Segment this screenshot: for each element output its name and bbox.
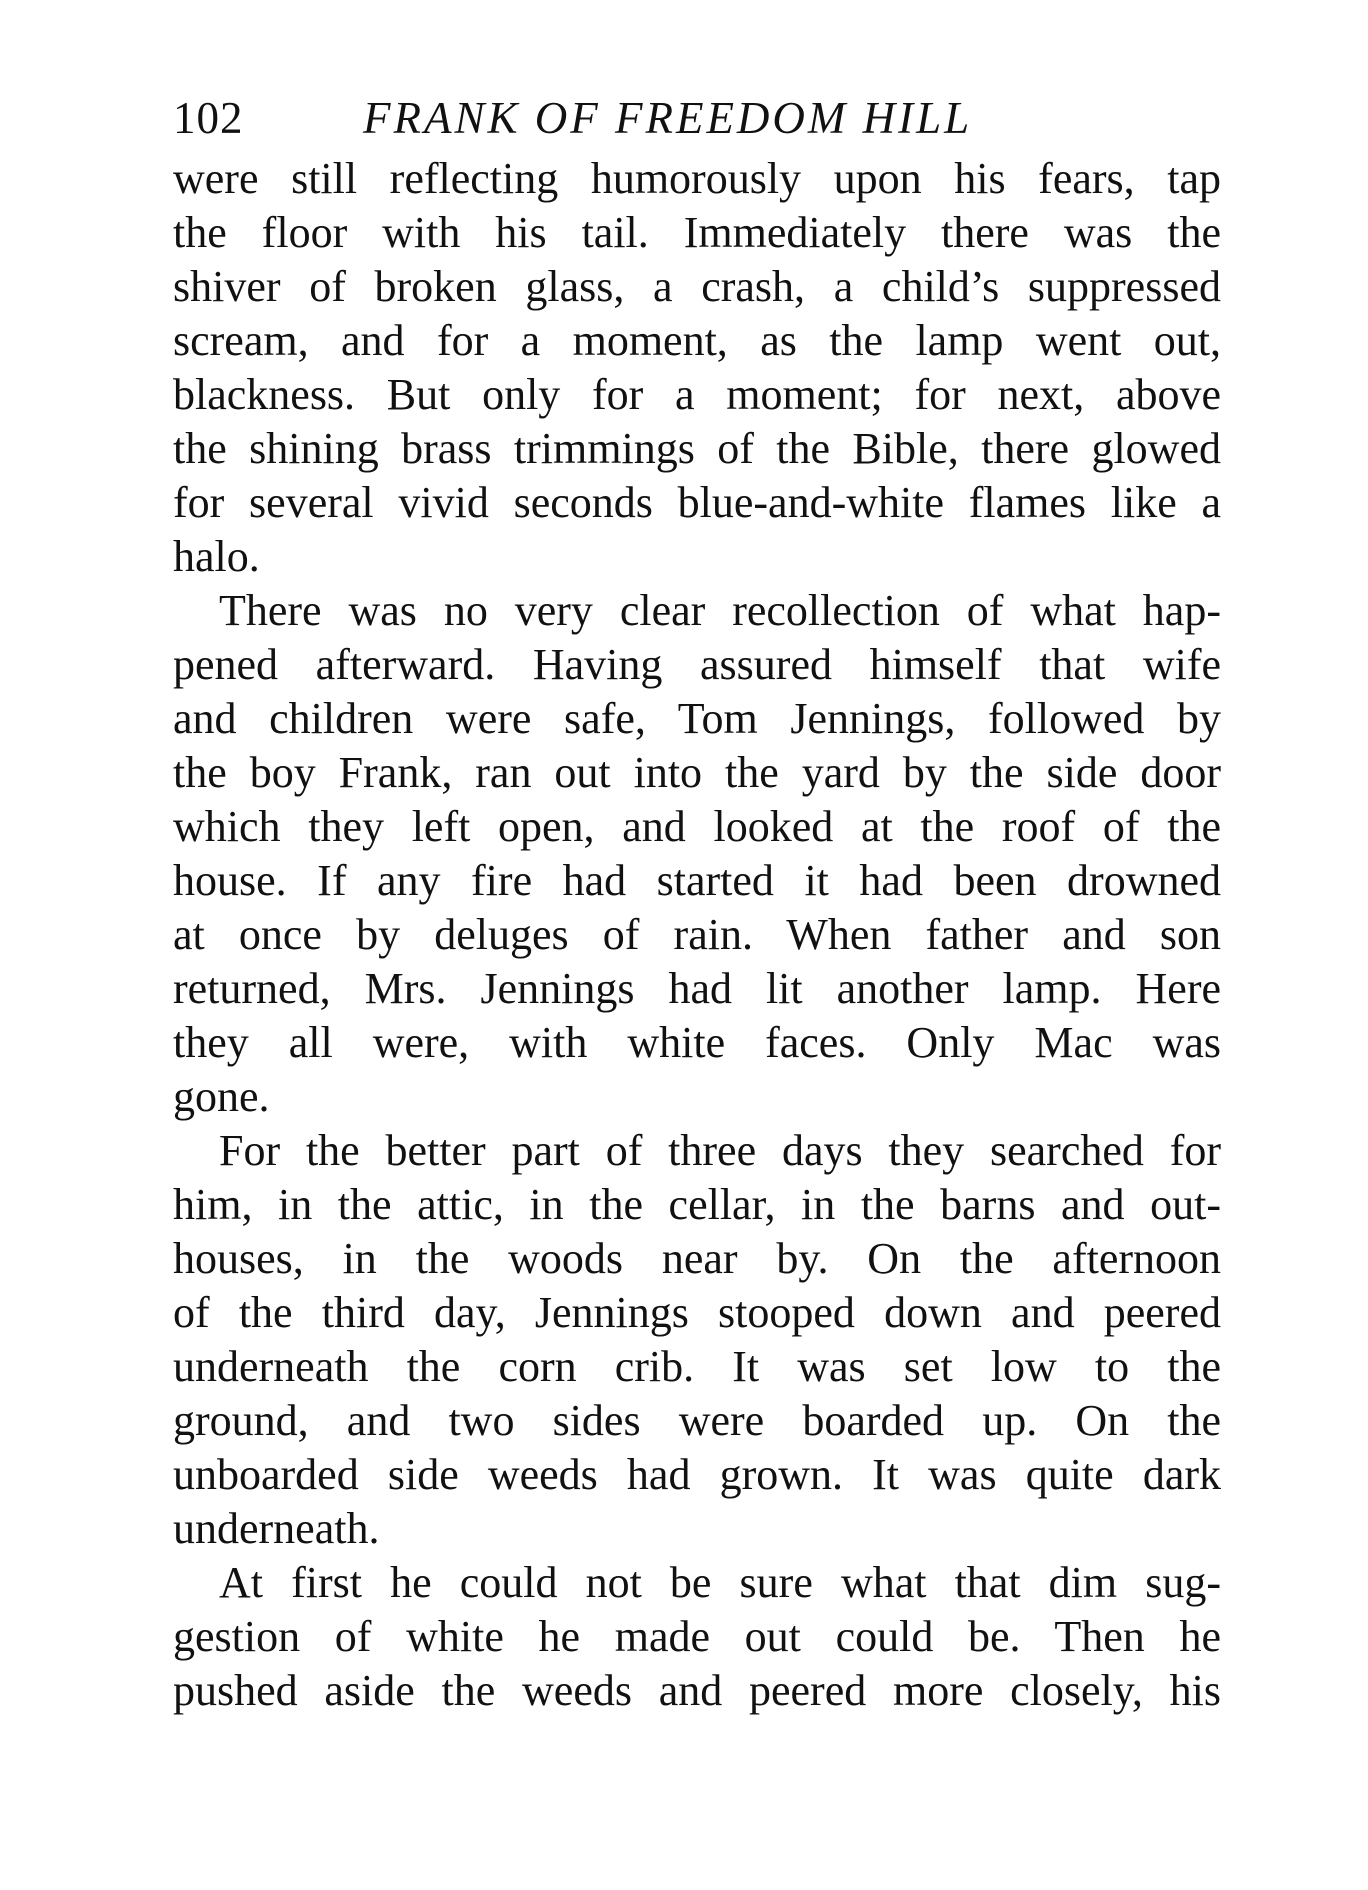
paragraph [173, 152, 1221, 584]
text-line: the shining brass trimmings of the Bible, there glowed [173, 424, 1221, 473]
text-line: were still reflecting humorously upon his fears, tap [173, 154, 1221, 203]
paragraph [173, 584, 1221, 1124]
paragraph [173, 1556, 1221, 1718]
paragraph [173, 1124, 1221, 1556]
text-line: they all were, with white faces. Only Mac was [173, 1018, 1221, 1067]
text-line: scream, and for a moment, as the lamp went out, [173, 316, 1221, 365]
text-line: At first he could not be sure what that dim sug- [219, 1558, 1221, 1607]
book-page [173, 84, 1221, 1718]
text-line: For the better part of three days they searched for [219, 1126, 1221, 1175]
text-line: ground, and two sides were boarded up. On the [173, 1396, 1221, 1445]
text-line: underneath the corn crib. It was set low to the [173, 1342, 1221, 1391]
text-line: returned, Mrs. Jennings had lit another lamp. Here [173, 964, 1221, 1013]
text-line: house. If any fire had started it had been drowned [173, 856, 1221, 905]
text-line: at once by deluges of rain. When father and son [173, 910, 1221, 959]
page-number: 102 [173, 93, 244, 143]
text-line: halo. [173, 532, 260, 581]
running-title: FRANK OF FREEDOM HILL [363, 93, 973, 143]
text-line: unboarded side weeds had grown. It was quite dark [173, 1450, 1221, 1499]
text-line: him, in the attic, in the cellar, in the barns and out- [173, 1180, 1221, 1229]
text-line: of the third day, Jennings stooped down and peered [173, 1288, 1221, 1337]
text-line: the floor with his tail. Immediately there was the [173, 208, 1221, 257]
text-line: and children were safe, Tom Jennings, followed by [173, 694, 1221, 743]
text-line: pened afterward. Having assured himself that wife [173, 640, 1221, 689]
text-line: pushed aside the weeds and peered more closely, his [173, 1666, 1221, 1715]
text-line: gestion of white he made out could be. Then he [173, 1612, 1221, 1661]
text-line: which they left open, and looked at the roof of the [173, 802, 1221, 851]
text-line: houses, in the woods near by. On the afternoon [173, 1234, 1221, 1283]
page-header [173, 84, 1221, 152]
text-line: underneath. [173, 1504, 380, 1553]
text-line: gone. [173, 1072, 270, 1121]
text-line: shiver of broken glass, a crash, a child’s suppressed [173, 262, 1221, 311]
text-line: for several vivid seconds blue-and-white flames like a [173, 478, 1221, 527]
text-line: There was no very clear recollection of what hap- [219, 586, 1221, 635]
text-line: the boy Frank, ran out into the yard by the side door [173, 748, 1221, 797]
text-line: blackness. But only for a moment; for next, above [173, 370, 1221, 419]
